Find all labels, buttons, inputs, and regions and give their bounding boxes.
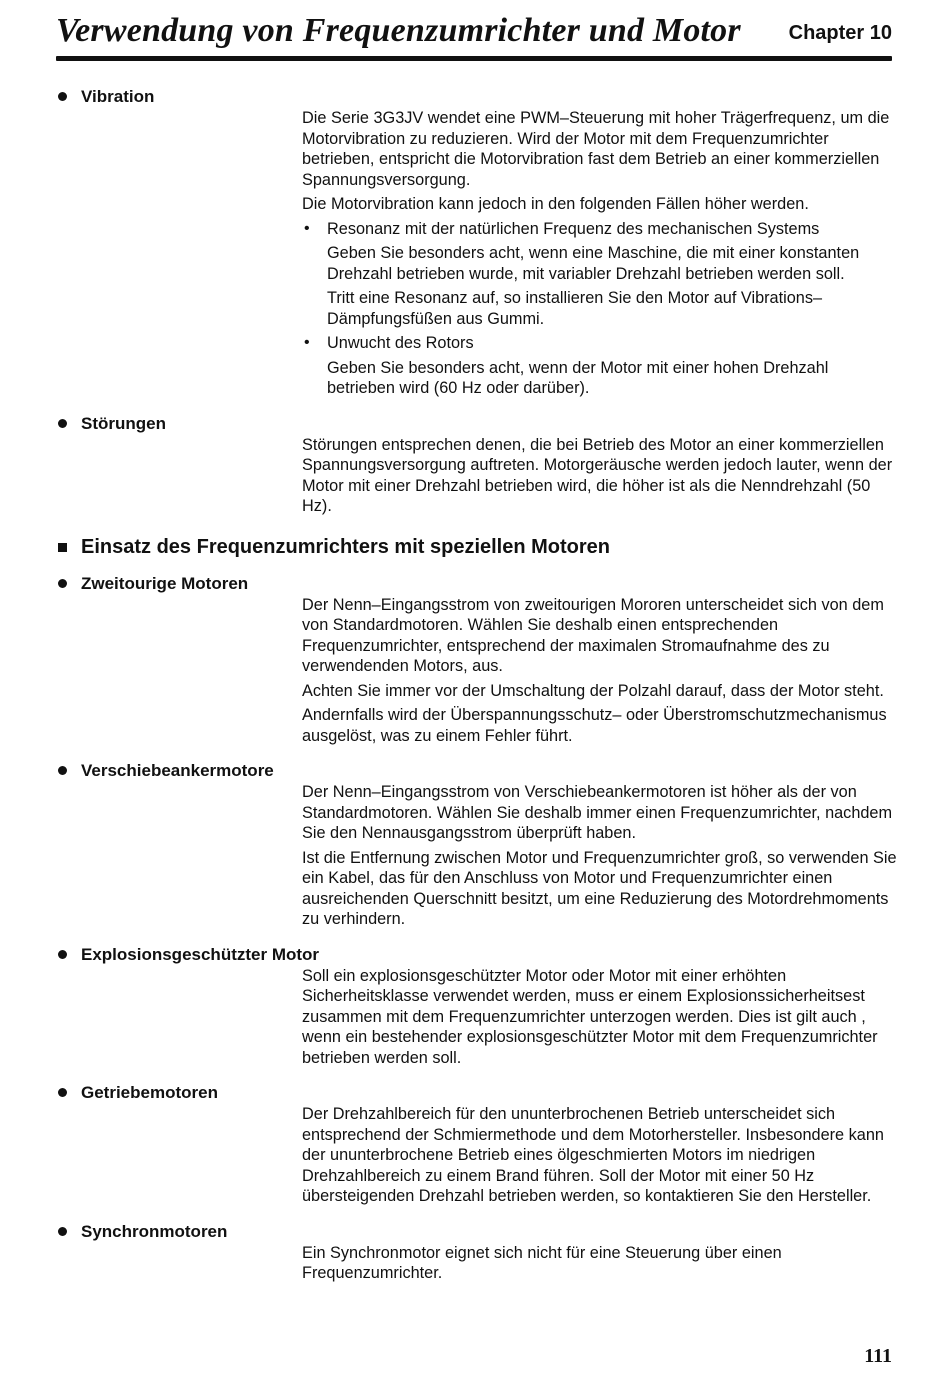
section-vibration xyxy=(0,86,950,399)
paragraph: Die Motorvibration kann jedoch in den folgenden Fällen höher werden. xyxy=(302,195,809,213)
paragraph: Andernfalls wird der Überspannungsschutz– oder Überstromschutzmechanismus ausgelöst, was zu einem Fehler führt. xyxy=(302,706,887,745)
heading-text: Einsatz des Frequenzumrichters mit speziellen Motoren xyxy=(81,535,611,558)
section-label: Getriebemotoren xyxy=(81,1083,218,1102)
paragraph: Störungen entsprechen denen, die bei Betrieb des Motor an einer kommerziellen Spannungsversorgung auftreten. Motorgeräusche werden jedoch lauter, wenn der Motor mit einer Drehzahl betrieben wird, die höher ist als die Nenndrehzahl (50 Hz). xyxy=(302,435,893,515)
section-body xyxy=(302,966,900,1069)
section-label: Synchronmotoren xyxy=(81,1221,228,1241)
section-label-row xyxy=(56,1221,950,1243)
page-number: 111 xyxy=(864,1345,892,1367)
square-bullet-icon xyxy=(58,543,67,552)
section-body xyxy=(302,1243,900,1284)
section-label-row xyxy=(56,86,950,108)
paragraph: Der Nenn–Eingangsstrom von Verschiebeankermotoren ist höher als der von Standardmotoren. Wählen Sie deshalb immer einen Frequenzumrichter, nachdem Sie den Nennausgangsstrom überprüft haben. xyxy=(302,783,893,842)
small-bullet-icon: • xyxy=(304,219,310,237)
paragraph: Die Serie 3G3JV wendet eine PWM–Steuerung mit hoher Trägerfrequenz, um die Motorvibration zu reduzieren. Wird der Motor mit dem Frequenzumrichter betrieben, entspricht die Motorvibration fast dem Betrieb an einer kommerziellen Spannungsversorgung. xyxy=(302,109,890,189)
section-label-row xyxy=(56,760,950,782)
bullet-icon xyxy=(58,579,67,588)
section-label: Vibration xyxy=(81,87,155,106)
page-content xyxy=(0,86,950,1288)
section-stoerungen xyxy=(0,413,950,517)
bullet-icon xyxy=(58,766,67,775)
section-getriebemotoren xyxy=(0,1082,950,1207)
section-label-row xyxy=(56,573,950,595)
section-body xyxy=(302,435,900,517)
chapter-label: Chapter 10 xyxy=(788,22,892,44)
paragraph: Der Drehzahlbereich für den ununterbrochenen Betrieb unterscheidet sich entsprechend der Schmiermethode und dem Motorhersteller. Insbesondere kann der ununterbrochene Betrieb eines ölgeschmierten Motors im niedrigen Drehzahlbereich zu einem Brand führen. Soll der Motor mit einer 50 Hz übersteigenden Drehzahl betrieben werden, so kontaktieren Sie den Hersteller. xyxy=(302,1105,884,1205)
section-label: Verschiebeankermotore xyxy=(81,761,274,780)
section-verschiebeankermotore xyxy=(0,760,950,930)
paragraph: Ein Synchronmotor eignet sich nicht für eine Steuerung über einen Frequenzumrichter. xyxy=(302,1243,782,1282)
bullet-icon xyxy=(58,419,67,428)
section-label-row xyxy=(56,944,950,966)
section-explosionsgeschuetzter-motor xyxy=(0,944,950,1069)
section-zweitourige-motoren xyxy=(0,573,950,747)
section-label: Zweitourige Motoren xyxy=(81,573,249,593)
paragraph: Tritt eine Resonanz auf, so installieren Sie den Motor auf Vibrations–Dämpfungsfüßen aus Gummi. xyxy=(327,289,823,328)
section-body xyxy=(302,782,900,930)
section-label-row xyxy=(56,413,950,435)
bullet-icon xyxy=(58,1227,67,1236)
section-label: Explosionsgeschützter Motor xyxy=(81,944,320,964)
section-body xyxy=(302,108,900,399)
small-bullet-icon: • xyxy=(304,334,310,351)
list-item xyxy=(302,333,900,354)
paragraph: Geben Sie besonders acht, wenn eine Maschine, die mit einer konstanten Drehzahl betrieben wurde, mit variabler Drehzahl betrieben werden soll. xyxy=(327,244,860,283)
list-item-text: Resonanz mit der natürlichen Frequenz des mechanischen Systems xyxy=(327,219,820,238)
section-body xyxy=(302,1104,900,1207)
paragraph: Soll ein explosionsgeschützter Motor oder Motor mit einer erhöhten Sicherheitsklasse verwendet werden, muss er einem Explosionssicherheitsest zusammen mit dem Frequenzumrichter unterzogen werden. Dies ist gilt auch , wenn ein bestehender explosionsgeschützter Motor mit dem Frequenzumrichter betrieben werden soll. xyxy=(302,966,878,1067)
bullet-icon xyxy=(58,92,67,101)
bullet-icon xyxy=(58,950,67,959)
paragraph: Geben Sie besonders acht, wenn der Motor mit einer hohen Drehzahl betrieben wird (60 Hz oder darüber). xyxy=(327,358,829,397)
list-item-text: Unwucht des Rotors xyxy=(327,334,474,352)
section-label: Störungen xyxy=(81,413,166,433)
header-rule xyxy=(56,56,892,61)
paragraph: Achten Sie immer vor der Umschaltung der Polzahl darauf, dass der Motor steht. xyxy=(302,681,884,700)
bullet-icon xyxy=(58,1088,67,1097)
list-item xyxy=(302,219,900,240)
page-title: Verwendung von Frequenzumrichter und Motor xyxy=(56,12,741,49)
section-label-row xyxy=(56,1082,950,1104)
paragraph: Der Nenn–Eingangsstrom von zweitourigen Mororen unterscheidet sich von dem von Standardmotoren. Wählen Sie deshalb einen entsprechenden Frequenzumrichter, entsprechend der maximalen Stromaufnahme des zu verwendenden Motors, aus. xyxy=(302,595,884,675)
paragraph: Ist die Entfernung zwischen Motor und Frequenzumrichter groß, so verwenden Sie ein Kabel, das für den Anschluss von Motor und Frequenzumrichter einen ausreichenden Querschnitt besitzt, um eine Reduzierung des Motordrehmoments zu verhindern. xyxy=(302,848,897,928)
section-body xyxy=(302,595,900,747)
section-heading xyxy=(56,533,950,561)
section-synchronmotoren xyxy=(0,1221,950,1284)
